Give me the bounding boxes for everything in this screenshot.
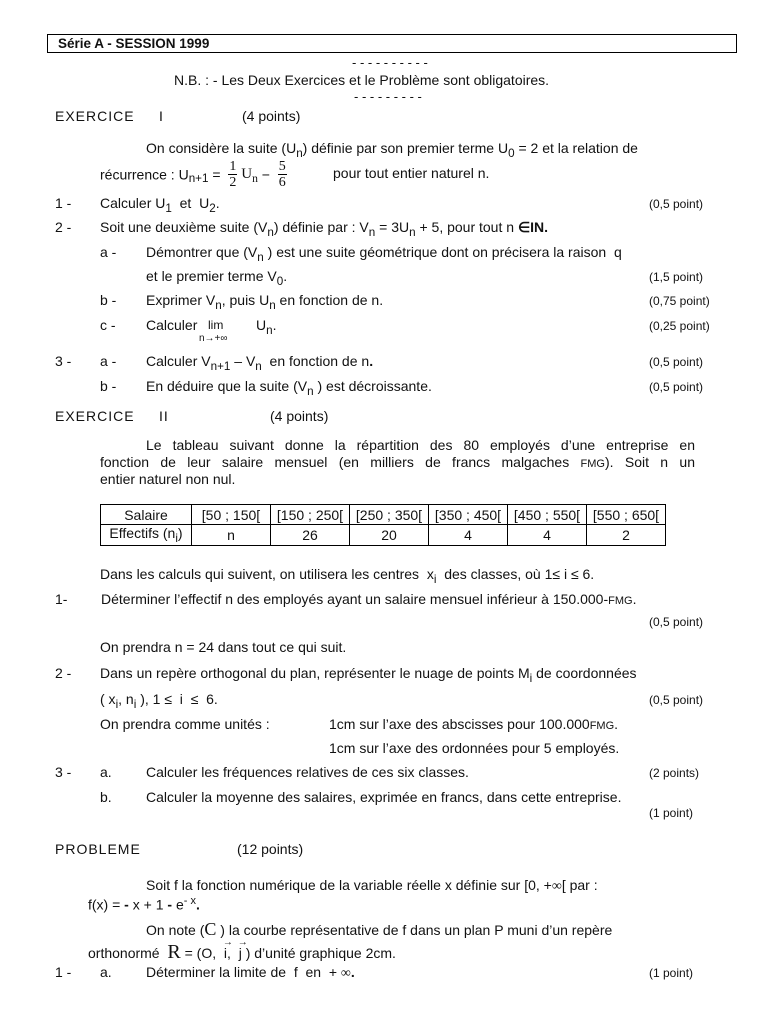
ex1-points: (4 points) bbox=[242, 108, 301, 124]
dashes-top: - - - - - - - - - - bbox=[352, 55, 428, 70]
ex1-q2a-text: Démontrer que ($V_n$ ) est une suite géométrique dont on précisera la raison q bbox=[146, 244, 622, 264]
ex1-q2a-line2: et le premier terme $V_0$. bbox=[146, 268, 288, 288]
prob-q1a-points: (1 point) bbox=[649, 966, 694, 980]
ex2-q3-num: 3 - bbox=[55, 764, 72, 780]
prob-line1: Soit f la fonction numérique de la variable réelle x définie sur [0, +∞[ par : bbox=[146, 877, 598, 894]
prob-function: f(x) = - $x + 1 - e^{- x}$. bbox=[88, 895, 200, 913]
table-cell: [450 ; 550[ bbox=[508, 505, 587, 525]
ex1-q2c-u: $U_n$. bbox=[256, 317, 277, 337]
ex1-q2-num: 2 - bbox=[55, 219, 72, 235]
ex1-recurrence: récurrence : $U_{n+1}$ = $\frac{1}{2}$ $U_n$ − $\frac{5}{6}$ bbox=[100, 159, 286, 190]
ex1-rec-end: pour tout entier naturel n. bbox=[333, 165, 490, 181]
ex2-q3a-points: (2 points) bbox=[649, 766, 700, 780]
ex1-q3a-points: (0,5 point) bbox=[649, 355, 704, 369]
table-header-effectifs: Effectifs $(n_i)$ bbox=[101, 525, 192, 546]
ex1-lim-sub: n→+∞ bbox=[199, 333, 228, 344]
ex2-q3b-points: (1 point) bbox=[649, 806, 694, 820]
ex1-intro: On considère la suite $(U_n)$ définie par son premier terme $U_0 = 2$ et la relation de bbox=[146, 140, 638, 160]
table-cell: [50 ; 150[ bbox=[192, 505, 271, 525]
ex2-q2-line2: ( $x_i$, $n_i$ ), 1 ≤ i ≤ 6. bbox=[100, 691, 218, 711]
header-title: Série A - SESSION 1999 bbox=[58, 36, 210, 51]
ex1-q3b-text: En déduire que la suite ($V_n$ ) est décroissante. bbox=[146, 378, 432, 398]
ex1-q2b-text: Exprimer $V_n$, puis $U_n$ en fonction de n. bbox=[146, 292, 384, 312]
ex1-q2-text: Soit une deuxième suite $(V_n)$ définie par : $V_n = 3U_n + 5$, pour tout n ∈IN. bbox=[100, 219, 549, 239]
ex1-q2c-points: (0,25 point) bbox=[649, 319, 710, 333]
ex1-q3b-points: (0,5 point) bbox=[649, 380, 704, 394]
dashes-bottom: - - - - - - - - - bbox=[354, 89, 422, 104]
ex1-q1-text: Calculer $U_1$ et $U_2$. bbox=[100, 195, 220, 215]
prob-title: PROBLEME bbox=[55, 841, 141, 857]
ex2-units-label: On prendra comme unités : bbox=[100, 716, 270, 732]
prob-q1a-text: Déterminer la limite de f en + ∞. bbox=[146, 964, 355, 981]
table-cell: [550 ; 650[ bbox=[587, 505, 666, 525]
ex1-q3-num: 3 - bbox=[55, 353, 72, 369]
ex1-q3a-text: Calculer $V_{n+1} - V_n$ en fonction de n. bbox=[146, 353, 374, 373]
table-cell: [350 ; 450[ bbox=[429, 505, 508, 525]
ex2-q1-points: (0,5 point) bbox=[649, 615, 704, 629]
ex2-para-line1: Le tableau suivant donne la répartition des 80 employés d’une entreprise en bbox=[146, 437, 695, 453]
ex2-q3a-text: Calculer les fréquences relatives de ces six classes. bbox=[146, 764, 469, 780]
ex1-q2b-points: (0,75 point) bbox=[649, 294, 710, 308]
table-row bbox=[101, 525, 666, 546]
table-cell: n bbox=[192, 525, 271, 546]
ex2-unit2: 1cm sur l’axe des ordonnées pour 5 employés. bbox=[329, 740, 620, 756]
ex1-q1-num: 1 - bbox=[55, 195, 72, 211]
table-cell: 4 bbox=[429, 525, 508, 546]
ex2-q2-points: (0,5 point) bbox=[649, 693, 704, 707]
header-box bbox=[47, 34, 737, 53]
ex2-q1-text: Déterminer l’effectif n des employés ayant un salaire mensuel inférieur à 150.000-FMG. bbox=[101, 591, 637, 607]
ex1-title: EXERCICE I bbox=[55, 108, 164, 124]
table-cell: [250 ; 350[ bbox=[350, 505, 429, 525]
ex2-title: EXERCICE II bbox=[55, 408, 169, 424]
fraction-one-half: $\frac{1}{2}$ bbox=[229, 159, 237, 190]
ex1-q2c-letter: c - bbox=[100, 317, 116, 333]
ex2-calc-note: Dans les calculs qui suivent, on utilisera les centres $x_i$ des classes, où 1≤ i ≤ 6. bbox=[100, 566, 595, 586]
ex2-q3a-letter: a. bbox=[100, 764, 112, 780]
table-cell: 4 bbox=[508, 525, 587, 546]
ex1-q2b-letter: b - bbox=[100, 292, 117, 308]
table-cell: 2 bbox=[587, 525, 666, 546]
ex1-q2a-letter: a - bbox=[100, 244, 117, 260]
ex1-q3a-letter: a - bbox=[100, 353, 117, 369]
ex1-q2a-points: (1,5 point) bbox=[649, 270, 704, 284]
salary-table bbox=[100, 504, 666, 546]
nb-note: N.B. : - Les Deux Exercices et le Problème sont obligatoires. bbox=[174, 72, 550, 88]
table-cell: 20 bbox=[350, 525, 429, 546]
ex2-unit1: 1cm sur l’axe des abscisses pour 100.000FMG. bbox=[329, 716, 619, 732]
ex2-q2-num: 2 - bbox=[55, 665, 72, 681]
vector-j: j → bbox=[237, 937, 248, 961]
ex2-q3b-letter: b. bbox=[100, 789, 112, 805]
ex1-q2c-text: Calculer bbox=[146, 317, 198, 333]
table-row bbox=[101, 505, 666, 525]
ex2-q3b-text: Calculer la moyenne des salaires, exprimée en francs, dans cette entreprise. bbox=[146, 789, 622, 805]
prob-points: (12 points) bbox=[237, 841, 304, 857]
table-cell: [150 ; 250[ bbox=[271, 505, 350, 525]
ex1-q3b-letter: b - bbox=[100, 378, 117, 394]
vector-i: i → bbox=[222, 937, 233, 961]
table-header-salaire: Salaire bbox=[101, 505, 192, 525]
prob-q1-num: 1 - bbox=[55, 964, 72, 980]
ex2-para-line3: entier naturel non nul. bbox=[100, 471, 236, 487]
prob-note: On note (C ) la courbe représentative de f dans un plan P muni d’un repère bbox=[146, 919, 613, 939]
fraction-five-sixths: $\frac{5}{6}$ bbox=[278, 159, 286, 190]
ex2-q2-text: Dans un repère orthogonal du plan, représenter le nuage de points $M_i$ de coordonnées bbox=[100, 665, 637, 685]
prob-q1a-letter: a. bbox=[100, 964, 112, 980]
ex1-q1-points: (0,5 point) bbox=[649, 197, 704, 211]
table-cell: 26 bbox=[271, 525, 350, 546]
ex2-n-note: On prendra n = 24 dans tout ce qui suit. bbox=[100, 639, 347, 655]
prob-repere: orthonormé R = (O, i → , j → ) d’unité graphique 2cm. bbox=[88, 937, 396, 963]
ex1-lim: lim bbox=[208, 318, 224, 332]
ex2-q1-num: 1- bbox=[55, 591, 68, 607]
ex2-points: (4 points) bbox=[270, 408, 329, 424]
ex2-para-line2: fonction de leur salaire mensuel (en milliers de francs malgaches FMG). Soit n un bbox=[100, 454, 695, 470]
